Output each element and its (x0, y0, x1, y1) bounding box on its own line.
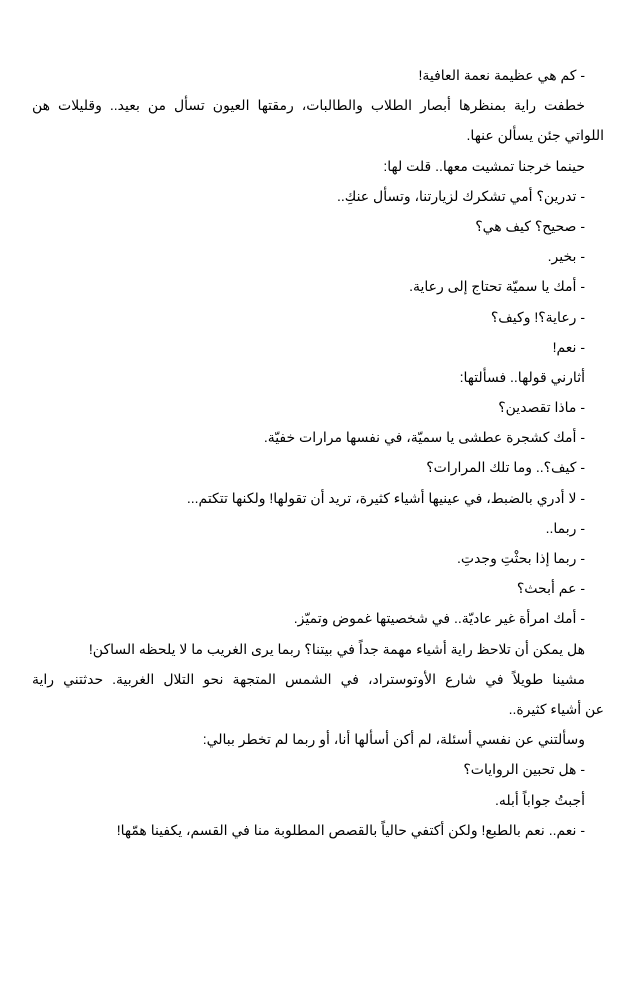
text-line: - رعاية؟! وكيف؟ (490, 308, 585, 325)
text-line: مشينا طويلاً في شارع الأوتوستراد، في الشمس المتجهة نحو التلال الغربية. حدثتني راية (32, 670, 585, 687)
text-line: - نعم.. نعم بالطبع! ولكن أكتفي حالياً بالقصص المطلوبة منا في القسم، يكفينا همّها! (116, 821, 585, 838)
text-line: - تدرين؟ أمي تشكرك لزيارتنا، وتسأل عنكِ.. (337, 187, 585, 204)
text-line: - كيف؟.. وما تلك المرارات؟ (426, 459, 585, 476)
document-page (32, 60, 604, 845)
text-line: - لا أدري بالضبط، في عينيها أشياء كثيرة، تريد أن تقولها! ولكنها تتكتم... (186, 489, 585, 506)
text-line: وسألتني عن نفسي أسئلة، لم أكن أسألها أنا، أو ربما لم تخطر ببالي: (202, 731, 585, 748)
text-line: - نعم! (552, 338, 585, 355)
text-line: أثارني قولها.. فسألتها: (459, 368, 585, 385)
text-line: هل يمكن أن تلاحظ راية أشياء مهمة جداً في بيتنا؟ ربما يرى الغريب ما لا يلحظه الساكن! (88, 640, 585, 657)
text-line: - ماذا تقصدين؟ (498, 399, 585, 416)
text-line: حينما خرجنا تمشيت معها.. قلت لها: (383, 157, 585, 174)
text-line: عن أشياء كثيرة.. (508, 700, 604, 717)
text-line: - ربما.. (545, 519, 585, 536)
text-line: - أمك كشجرة عطشى يا سميّة، في نفسها مرارات خفيّة. (263, 429, 585, 446)
text-line: - ربما إذا بحثْتِ وجدتِ. (457, 550, 585, 566)
text-line: أجبتُ جواباً أبله. (494, 791, 585, 808)
text-line: خطفت راية بمنظرها أبصار الطلاب والطالبات، رمقتها العيون تسأل من بعيد.. وقليلات هن (32, 97, 585, 114)
text-line: - هل تحبين الروايات؟ (463, 761, 585, 778)
text-line: - كم هي عظيمة نعمة العافية! (418, 67, 585, 83)
text-line: - صحيح؟ كيف هي؟ (475, 217, 585, 234)
text-line: - أمك يا سميّة تحتاج إلى رعاية. (409, 278, 585, 295)
text-line: - عم أبحث؟ (516, 580, 585, 597)
text-line: - أمك امرأة غير عاديّة.. في شخصيتها غموض وتميّز. (293, 610, 585, 627)
text-line: - بخير. (547, 248, 585, 265)
text-line: اللواتي جئن يسألن عنها. (466, 127, 604, 144)
